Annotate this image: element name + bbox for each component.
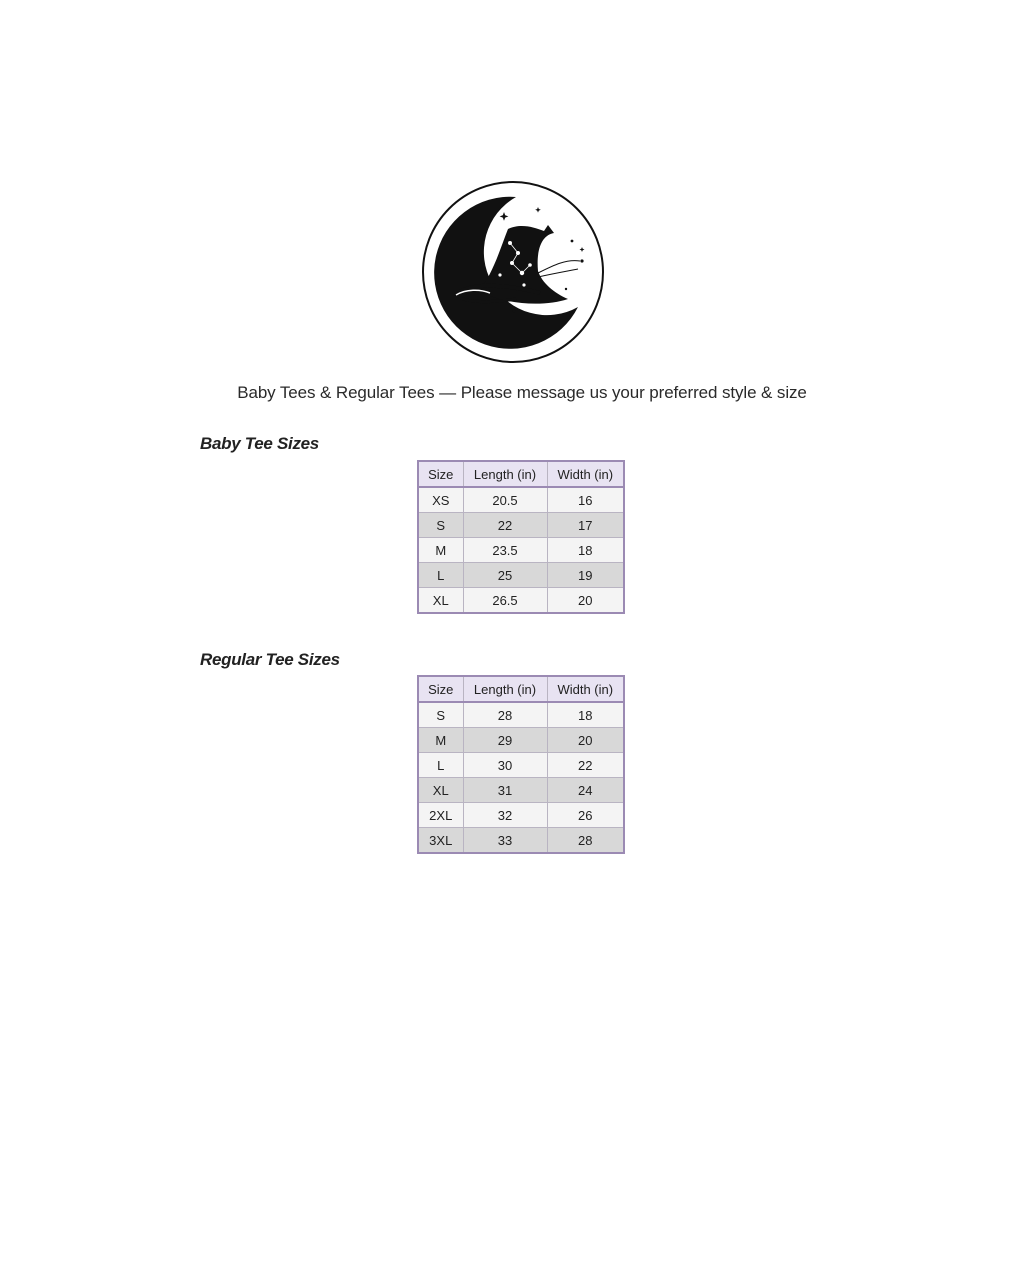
size-cell: M	[418, 728, 463, 753]
table-header-row	[418, 676, 624, 702]
regular-tee-size-table	[417, 675, 625, 854]
table-row	[418, 778, 624, 803]
size-cell: M	[418, 538, 463, 563]
table-row	[418, 702, 624, 728]
size-column-header: Size	[418, 461, 463, 487]
width-cell: 26	[547, 803, 624, 828]
width-cell: 16	[547, 487, 624, 513]
length-cell: 26.5	[463, 588, 547, 614]
size-cell: S	[418, 702, 463, 728]
width-cell: 20	[547, 588, 624, 614]
table-row	[418, 513, 624, 538]
length-cell: 20.5	[463, 487, 547, 513]
length-column-header: Length (in)	[463, 461, 547, 487]
length-cell: 31	[463, 778, 547, 803]
length-cell: 29	[463, 728, 547, 753]
size-cell: XL	[418, 588, 463, 614]
width-column-header: Width (in)	[547, 676, 624, 702]
moon-witch-hat-logo-icon	[420, 179, 606, 365]
width-cell: 24	[547, 778, 624, 803]
length-cell: 25	[463, 563, 547, 588]
length-column-header: Length (in)	[463, 676, 547, 702]
width-cell: 17	[547, 513, 624, 538]
size-cell: L	[418, 563, 463, 588]
size-column-header: Size	[418, 676, 463, 702]
table-row	[418, 728, 624, 753]
size-cell: 2XL	[418, 803, 463, 828]
table-row	[418, 753, 624, 778]
table-row	[418, 487, 624, 513]
table-row	[418, 563, 624, 588]
width-cell: 18	[547, 538, 624, 563]
regular-tee-sizes-title: Regular Tee Sizes	[200, 650, 340, 669]
table-header-row	[418, 461, 624, 487]
size-cell: 3XL	[418, 828, 463, 854]
length-cell: 30	[463, 753, 547, 778]
table-row	[418, 803, 624, 828]
baby-tee-sizes-title: Baby Tee Sizes	[200, 434, 319, 453]
length-cell: 22	[463, 513, 547, 538]
width-cell: 22	[547, 753, 624, 778]
length-cell: 33	[463, 828, 547, 854]
width-column-header: Width (in)	[547, 461, 624, 487]
width-cell: 20	[547, 728, 624, 753]
size-cell: XL	[418, 778, 463, 803]
width-cell: 19	[547, 563, 624, 588]
size-cell: L	[418, 753, 463, 778]
baby-tee-size-table	[417, 460, 625, 614]
table-row	[418, 828, 624, 854]
table-row	[418, 538, 624, 563]
length-cell: 32	[463, 803, 547, 828]
width-cell: 28	[547, 828, 624, 854]
size-cell: S	[418, 513, 463, 538]
length-cell: 23.5	[463, 538, 547, 563]
table-row	[418, 588, 624, 614]
length-cell: 28	[463, 702, 547, 728]
size-cell: XS	[418, 487, 463, 513]
width-cell: 18	[547, 702, 624, 728]
intro-text: Baby Tees & Regular Tees — Please message us your preferred style & size	[237, 383, 807, 402]
